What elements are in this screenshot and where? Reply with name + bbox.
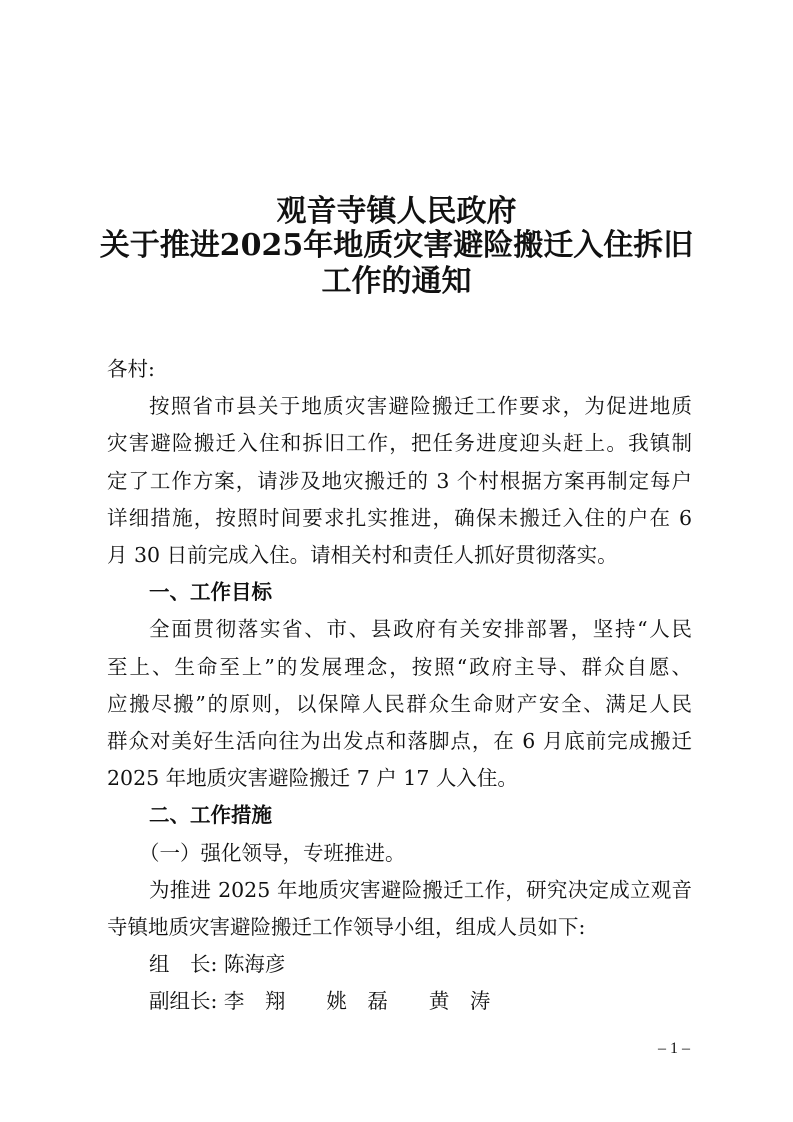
paragraph-line: 按照省市县关于地质灾害避险搬迁工作要求，为促进地质 [149, 394, 692, 418]
paragraph-line: 全面贯彻落实省、市、县政府有关安排部署，坚持“人民 [149, 617, 692, 641]
title-line: 观音寺镇人民政府 [276, 194, 517, 229]
page-number: – 1 – [658, 1040, 690, 1057]
paragraph-line: 应搬尽搬”的原则，以保障人民群众生命财产安全、满足人民 [107, 692, 692, 716]
paragraph-line: 详细措施，按照时间要求扎实推进，确保未搬迁入住的户在 6 [107, 506, 692, 530]
paragraph-line: 至上、生命至上”的发展理念，按照“政府主导、群众自愿、 [107, 655, 692, 679]
subsection-heading: （一）强化领导，专班推进。 [139, 841, 406, 865]
leader-line: 组 长: 陈海彦 [149, 952, 286, 976]
section-heading: 一、工作目标 [149, 580, 272, 604]
title-line: 关于推进2025年地质灾害避险搬迁入住拆旧 [99, 228, 694, 263]
paragraph-line: 寺镇地质灾害避险搬迁工作领导小组，组成人员如下: [107, 915, 586, 939]
paragraph-line: 群众对美好生活向往为出发点和落脚点，在 6 月底前完成搬迁 [107, 729, 692, 753]
paragraph-line: 定了工作方案，请涉及地灾搬迁的 3 个村根据方案再制定每户 [107, 469, 692, 493]
title-line: 工作的通知 [321, 264, 472, 299]
paragraph-line: 2025 年地质灾害避险搬迁 7 户 17 人入住。 [107, 766, 518, 790]
section-heading: 二、工作措施 [149, 803, 272, 827]
paragraph-line: 月 30 日前完成入住。请相关村和责任人抓好贯彻落实。 [107, 543, 618, 567]
deputy-leaders-line: 副组长: 李 翔 姚 磊 黄 涛 [149, 989, 491, 1013]
paragraph-line: 为推进 2025 年地质灾害避险搬迁工作，研究决定成立观音 [149, 878, 692, 902]
paragraph-line: 灾害避险搬迁入住和拆旧工作，把任务进度迎头赶上。我镇制 [107, 431, 692, 455]
salutation: 各村: [107, 357, 155, 381]
